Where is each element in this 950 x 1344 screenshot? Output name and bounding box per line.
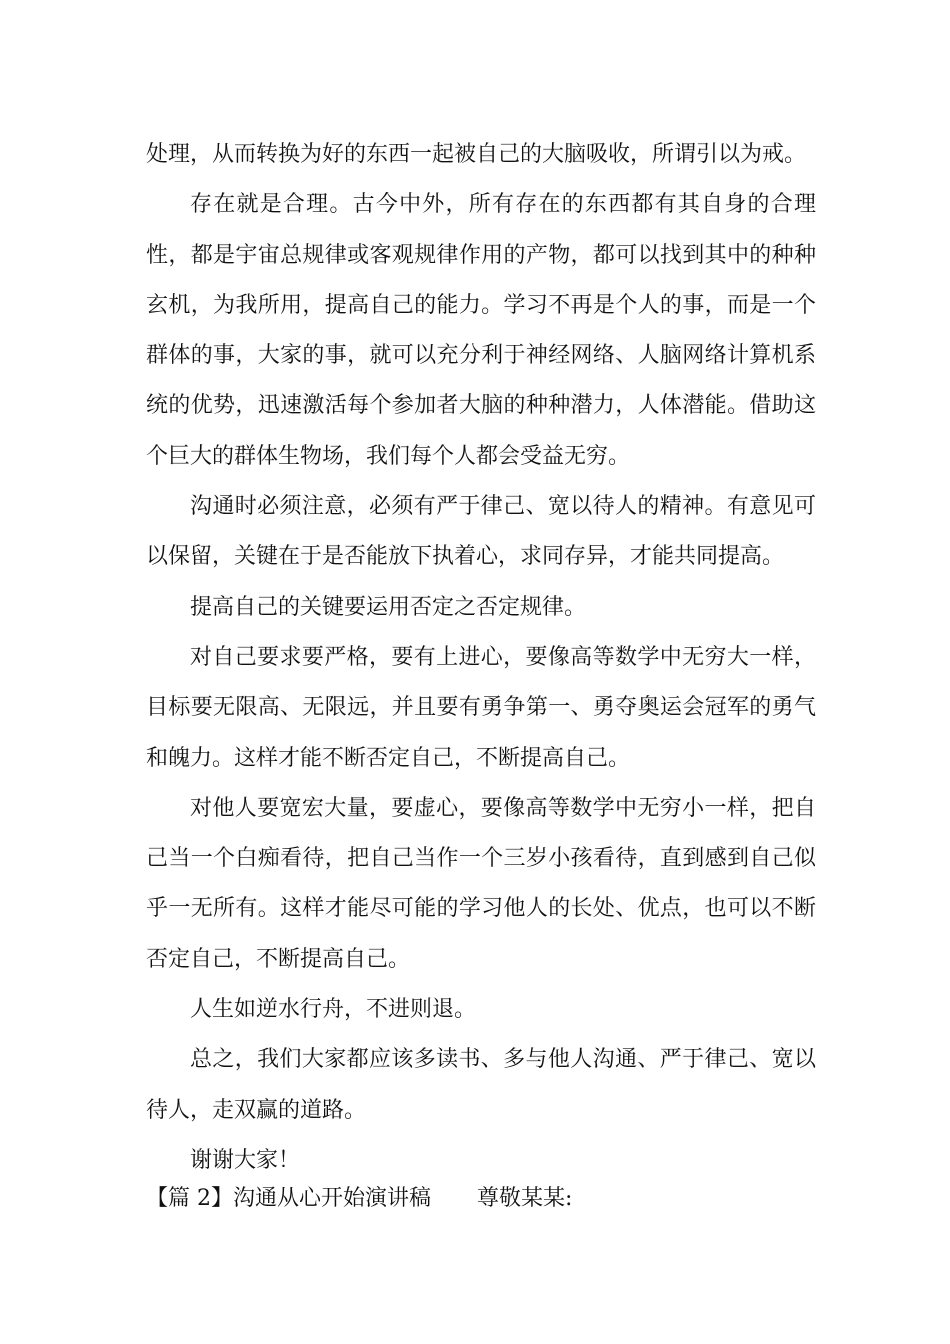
- paragraph-6: 对他人要宽宏大量，要虚心，要像高等数学中无穷小一样，把自己当一个白痴看待，把自己当作一个三岁小孩看待，直到感到自己似乎一无所有。这样才能尽可能的学习他人的长处、优点，也可以不断否定自己，不断提高自己。: [146, 795, 816, 972]
- paragraph-2: 存在就是合理。古今中外，所有存在的东西都有其自身的合理性，都是宇宙总规律或客观规律作用的产物，都可以找到其中的种种玄机，为我所用，提高自己的能力。学习不再是个人的事，而是一个群体的事，大家的事，就可以充分利于神经网络、人脑网络计算机系统的优势，迅速激活每个参加者大脑的种种潜力，人体潜能。借助这个巨大的群体生物场，我们每个人都会受益无穷。: [146, 192, 816, 469]
- paragraph-5: 对自己要求要严格，要有上进心，要像高等数学中无穷大一样，目标要无限高、无限远，并且要有勇争第一、勇夺奥运会冠军的勇气和魄力。这样才能不断否定自己，不断提高自己。: [146, 644, 816, 771]
- paragraph-8: 总之，我们大家都应该多读书、多与他人沟通、严于律己、宽以待人，走双赢的道路。: [146, 1047, 816, 1123]
- document-body: [146, 130, 816, 1186]
- paragraph-3: 沟通时必须注意，必须有严于律己、宽以待人的精神。有意见可以保留，关键在于是否能放下执着心，求同存异，才能共同提高。: [146, 494, 816, 570]
- section-title: 【篇 2】沟通从心开始演讲稿: [146, 1186, 431, 1211]
- paragraph-7: 人生如逆水行舟，不进则退。: [190, 997, 477, 1023]
- salutation: 尊敬某某:: [477, 1186, 573, 1211]
- paragraph-1: 处理，从而转换为好的东西一起被自己的大脑吸收，所谓引以为戒。: [146, 142, 807, 167]
- paragraph-9: 谢谢大家！: [190, 1147, 301, 1173]
- paragraph-4: 提高自己的关键要运用否定之否定规律。: [190, 594, 587, 620]
- section-heading: [146, 1174, 572, 1224]
